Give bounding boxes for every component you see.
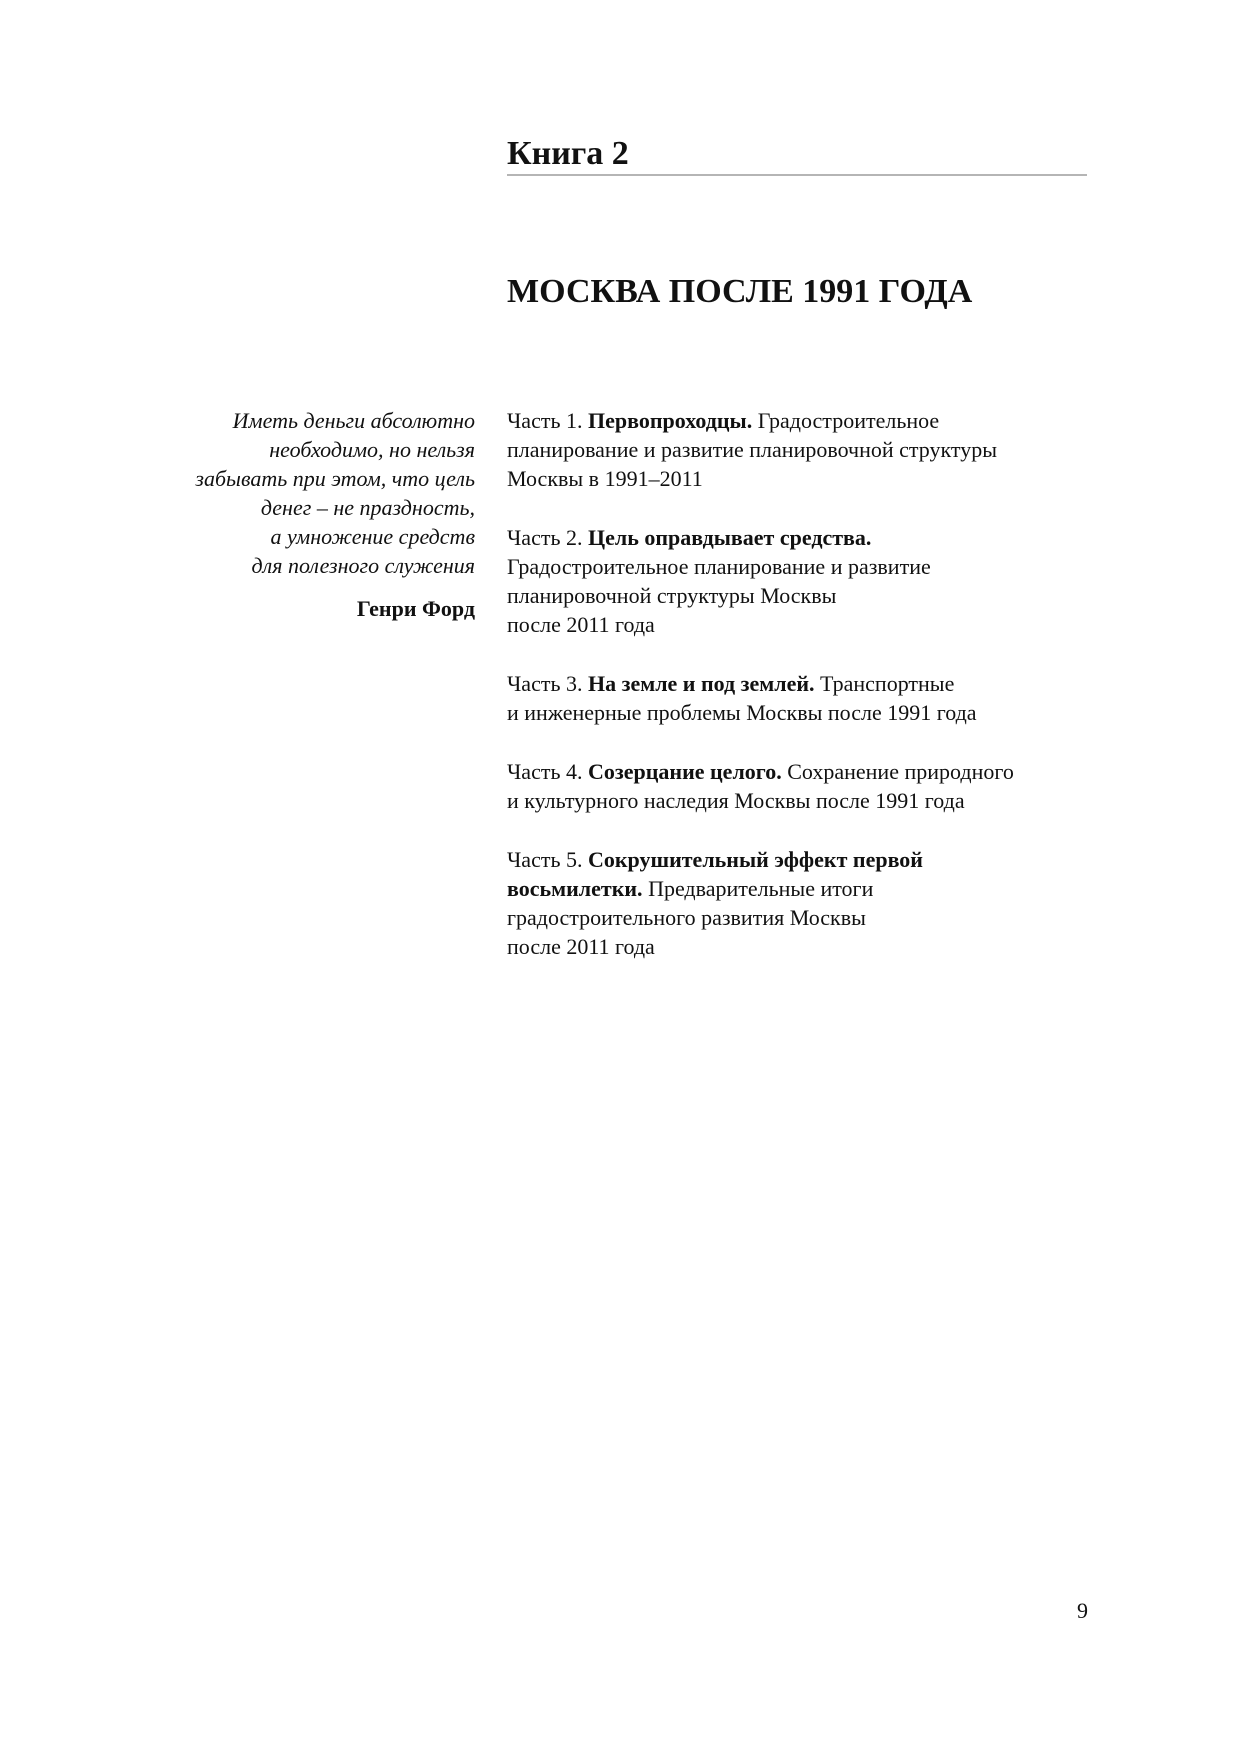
part-line: Часть 5. Сокрушительный эффект первой — [507, 847, 923, 872]
epigraph-line: для полезного служения — [251, 553, 475, 578]
epigraph-line: забывать при этом, что цель — [195, 466, 475, 491]
parts-list — [507, 406, 1097, 991]
epigraph-line: Иметь деньги абсолютно — [232, 408, 475, 433]
part-line: градостроительного развития Москвы — [507, 905, 866, 930]
part-line: восьмилетки. Предварительные итоги — [507, 876, 874, 901]
part-3 — [507, 669, 1097, 727]
part-line: и инженерные проблемы Москвы после 1991 года — [507, 700, 977, 725]
part-1 — [507, 406, 1097, 493]
epigraph — [130, 406, 475, 623]
part-4 — [507, 757, 1097, 815]
part-2 — [507, 523, 1097, 639]
part-line: после 2011 года — [507, 934, 655, 959]
part-line: Часть 1. Первопроходцы. Градостроительное — [507, 408, 940, 433]
part-line: и культурного наследия Москвы после 1991 года — [507, 788, 965, 813]
part-line: после 2011 года — [507, 612, 655, 637]
epigraph-line: денег – не праздность, — [260, 495, 475, 520]
part-line: планировочной структуры Москвы — [507, 583, 837, 608]
part-5 — [507, 845, 1097, 961]
part-line: Часть 3. На земле и под землей. Транспортные — [507, 671, 955, 696]
part-line: Часть 4. Созерцание целого. Сохранение природного — [507, 759, 1014, 784]
part-line: Градостроительное планирование и развитие — [507, 554, 931, 579]
page-number: 9 — [1077, 1598, 1088, 1623]
book-title: МОСКВА ПОСЛЕ 1991 ГОДА — [507, 273, 973, 310]
part-line: планирование и развитие планировочной структуры — [507, 437, 997, 462]
part-line: Часть 2. Цель оправдывает средства. — [507, 525, 872, 550]
epigraph-line: необходимо, но нельзя — [269, 437, 475, 462]
epigraph-author: Генри Форд — [356, 596, 475, 621]
book-label: Книга 2 — [507, 135, 629, 172]
part-line: Москвы в 1991–2011 — [507, 466, 703, 491]
book-header — [507, 134, 1087, 176]
epigraph-line: а умножение средств — [270, 524, 475, 549]
